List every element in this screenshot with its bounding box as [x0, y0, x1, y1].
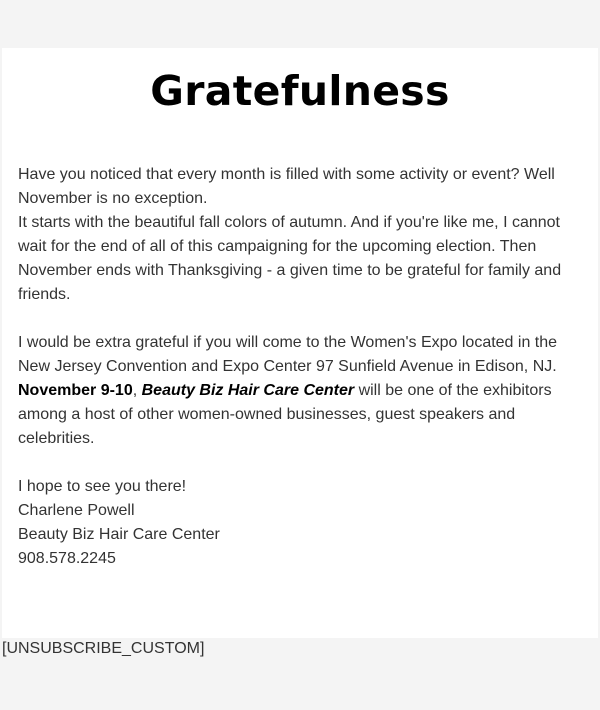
expo-dates: November 9-10 — [18, 382, 133, 399]
paragraph-spacer — [18, 451, 583, 475]
email-body — [18, 163, 583, 571]
paragraph-1-line-1: Have you noticed that every month is filled with some activity or event? Well November is no exception. — [18, 166, 555, 207]
paragraph-spacer — [18, 307, 583, 331]
unsubscribe-link[interactable]: [UNSUBSCRIBE_CUSTOM] — [2, 640, 205, 657]
expo-outro-text: will be one of the exhibitors among a host of other women-owned businesses, guest speakers and celebrities. — [18, 382, 552, 447]
email-title: Gratefulness — [150, 67, 450, 115]
dates-comma: , — [132, 382, 142, 399]
expo-intro-text: I would be extra grateful if you will come to the Women's Expo located in the New Jersey Convention and Expo Center 97 Sunfield Avenue in Edison, NJ. — [18, 334, 558, 375]
closing-line: I hope to see you there! — [18, 478, 187, 495]
signature-company: Beauty Biz Hair Care Center — [18, 526, 220, 543]
signature-phone: 908.578.2245 — [18, 550, 116, 567]
signature-name: Charlene Powell — [18, 502, 135, 519]
business-name: Beauty Biz Hair Care Center — [141, 382, 355, 399]
paragraph-1-line-2: It starts with the beautiful fall colors of autumn. And if you're like me, I cannot wait for the end of all of this campaigning for the upcoming election. Then November ends with Thanksgiving - a given time to be grateful for family and friends. — [18, 214, 562, 303]
paragraph-2 — [18, 331, 583, 451]
